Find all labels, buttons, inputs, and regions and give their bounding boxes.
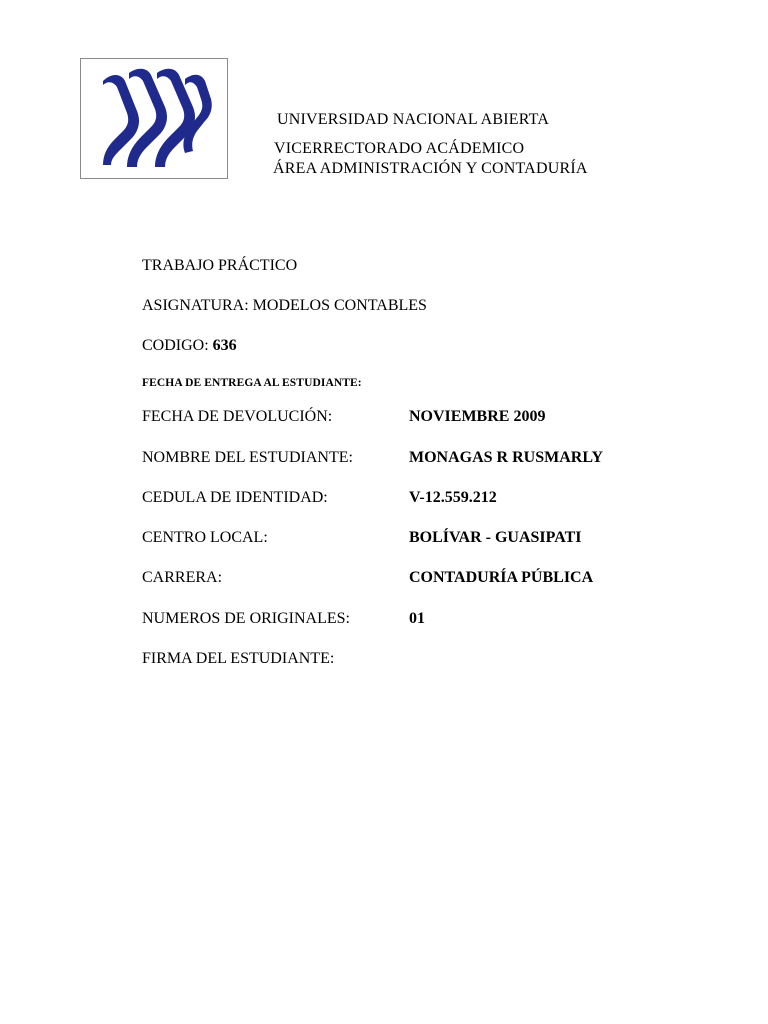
fecha-entrega-label: FECHA DE ENTREGA AL ESTUDIANTE: [142, 377, 362, 389]
asignatura-line: ASIGNATURA: MODELOS CONTABLES [142, 297, 427, 314]
una-logo-icon [81, 59, 227, 178]
document-title: TRABAJO PRÁCTICO [142, 257, 298, 274]
vicerrectorado-line: VICERRECTORADO ACÁDEMICO [274, 140, 525, 157]
field-value-nombre: MONAGAS R RUSMARLY [409, 449, 604, 466]
field-value-carrera: CONTADURÍA PÚBLICA [409, 569, 594, 586]
field-label-fecha-devolucion: FECHA DE DEVOLUCIÓN: [142, 408, 333, 425]
field-value-cedula: V-12.559.212 [409, 489, 497, 506]
codigo-label: CODIGO: [142, 337, 209, 354]
area-line: ÁREA ADMINISTRACIÓN Y CONTADURÍA [273, 160, 588, 177]
codigo-line [142, 337, 237, 355]
field-value-centro-local: BOLÍVAR - GUASIPATI [409, 529, 582, 546]
field-label-centro-local: CENTRO LOCAL: [142, 529, 268, 546]
field-label-cedula: CEDULA DE IDENTIDAD: [142, 489, 328, 506]
field-value-fecha-devolucion: NOVIEMBRE 2009 [409, 408, 546, 425]
codigo-value: 636 [212, 337, 237, 354]
university-name: UNIVERSIDAD NACIONAL ABIERTA [277, 111, 550, 128]
field-label-originales: NUMEROS DE ORIGINALES: [142, 610, 350, 627]
field-label-firma: FIRMA DEL ESTUDIANTE: [142, 650, 335, 667]
field-label-carrera: CARRERA: [142, 569, 223, 586]
university-logo [80, 58, 228, 179]
field-value-originales: 01 [409, 610, 425, 627]
field-label-nombre: NOMBRE DEL ESTUDIANTE: [142, 449, 353, 466]
